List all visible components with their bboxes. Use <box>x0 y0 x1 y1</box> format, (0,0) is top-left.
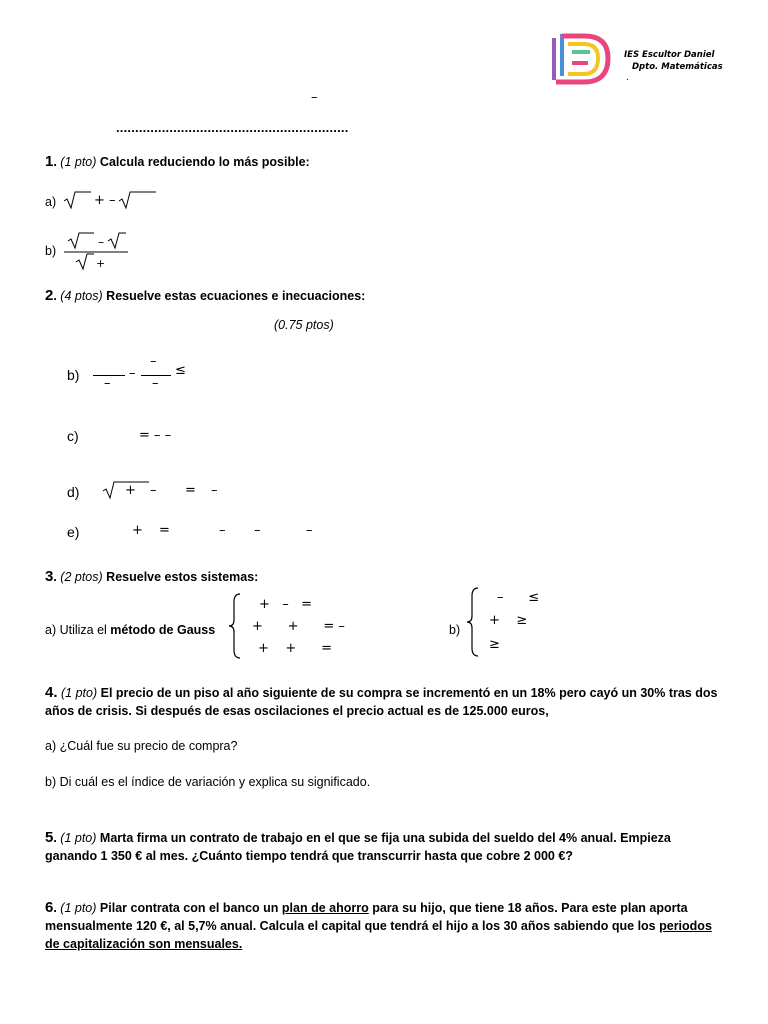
q1-points: (1 pto) <box>60 155 97 169</box>
q3b-label: b) <box>449 623 461 637</box>
q2e-minus-1: – <box>219 523 226 538</box>
q5-text: Marta firma un contrato de trabajo en el que se fija una subida del sueldo del 4% anual. Empieza ganando 1 350 € al mes. ¿Cuánto tiempo tendrá que transcurrir hasta que cobre 2 000 €? <box>45 831 671 863</box>
q4-paragraph <box>45 684 725 720</box>
q4-part-a: a) ¿Cuál fue su precio de compra? <box>45 739 238 753</box>
q2b-minus-2: – <box>129 366 136 381</box>
q2e-equals: = <box>159 523 170 538</box>
q2c-label: c) <box>67 428 79 444</box>
q1b-numerator-op: – <box>98 235 104 249</box>
q2e-plus: + <box>132 523 143 538</box>
q2e-label: e) <box>67 524 80 540</box>
q2-subpoints: (0.75 ptos) <box>274 318 334 332</box>
q3a-prefix: a) Utiliza el <box>45 623 111 637</box>
q6-capitalization-periods: periodos de capitalización son mensuales. <box>45 919 712 951</box>
q1-number: 1 <box>45 153 54 170</box>
department-name: Dpto. Matemáticas <box>632 62 723 72</box>
q5-paragraph: 5. (1 pto) Marta firma un contrato de trabajo en el que se fija una subida del sueldo del 4% anual. Empieza ganando 1 350 € al mes. ¿Cuánto tiempo tendrá que transcurrir hasta que cobre 2 000 €? <box>45 829 671 863</box>
school-name: IES Escultor Daniel <box>624 50 715 60</box>
header-dot: . <box>626 72 629 83</box>
header-dash: – <box>311 90 318 105</box>
q3a-instruction <box>45 623 215 637</box>
q2e-minus-3: – <box>306 523 313 538</box>
q1a-operators: + – <box>94 193 116 208</box>
q2b-label: b) <box>67 367 80 383</box>
q6-text-1: Pilar contrata con el banco un <box>99 901 282 915</box>
q6-savings-plan: plan de ahorro <box>281 901 369 915</box>
q6-paragraph: 6. (1 pto) Pilar contrata con el banco un plan de ahorro para su hijo, que tiene 18 años. Para este plan aporta mensualmente 120 €, al 5,7% anual. Calcula el capital que tendrá el hijo a los 30 años sabiendo que los periodos de capitalización son mensuales. <box>45 899 712 951</box>
q5-number: 5 <box>45 829 54 846</box>
school-logo <box>548 30 614 86</box>
q5-points: (1 pto) <box>60 831 97 845</box>
q2c-expression: = – – <box>139 428 172 443</box>
q2d-plus: + <box>125 483 136 498</box>
q2d-label: d) <box>67 484 80 500</box>
q3a-row-2: + + = – <box>252 619 345 634</box>
q3-title: Resuelve estos sistemas: <box>106 570 259 584</box>
q3b-row-3: ≥ <box>489 637 500 652</box>
q2d-minus-1: – <box>150 483 157 498</box>
q2b-minus-3: – <box>150 354 157 369</box>
name-dotted-line: ............................................................. <box>116 120 349 135</box>
q2d-equals: = <box>185 483 196 498</box>
q2b-leq: ≤ <box>175 363 186 378</box>
q3b-brace <box>466 586 480 658</box>
q3-heading: 3. (2 ptos) Resuelve estos sistemas: <box>45 568 259 585</box>
q3a-row-3: + + = <box>258 641 333 656</box>
q2e-minus-2: – <box>254 523 261 538</box>
q3b-row-1: – ≤ <box>497 590 540 605</box>
q4-text: El precio de un piso al año siguiente de su compra se incrementó en un 18% pero cayó un 30% tras dos años de crisis. Si después de esas oscilaciones el precio actual es de 125.000 euros, <box>45 686 718 718</box>
q3b-row-2: + ≥ <box>489 613 528 628</box>
q6-text-2: para su hijo, que tiene 18 años. Para este plan aporta mensualmente 120 €, al 5,7% anual. Calcula el capital que tendrá el hijo a los 30 años sabiendo que los <box>45 901 688 933</box>
q2-title: Resuelve estas ecuaciones e inecuaciones: <box>106 289 366 303</box>
q4-number: 4. <box>45 684 58 701</box>
q3-number: 3 <box>45 568 54 585</box>
q3a-row-1: + – = <box>259 597 313 612</box>
q2-number: 2 <box>45 287 54 304</box>
q3a-method: método de Gauss <box>110 623 216 637</box>
q1-heading: 1. (1 pto) Calcula reduciendo lo más posible: <box>45 153 310 170</box>
q1b-denominator-op: + <box>96 257 106 270</box>
q1-title: Calcula reduciendo lo más posible: <box>99 155 310 169</box>
q1b-label: b) <box>45 244 57 258</box>
q2b-minus-1: – <box>104 376 111 391</box>
q2b-minus-4: – <box>152 376 159 391</box>
q6-points: (1 pto) <box>60 901 97 915</box>
q3a-brace <box>228 592 242 660</box>
q4-part-b: b) Di cuál es el índice de variación y explica su significado. <box>45 775 371 789</box>
q2-points: (4 ptos) <box>60 289 103 303</box>
q4-points: (1 pto) <box>61 686 98 700</box>
q6-number: 6 <box>45 899 54 916</box>
q3-points: (2 ptos) <box>60 570 103 584</box>
q1a-label: a) <box>45 195 57 209</box>
q2-heading: 2. (4 ptos) Resuelve estas ecuaciones e inecuaciones: <box>45 287 366 304</box>
q2d-minus-2: – <box>211 483 218 498</box>
